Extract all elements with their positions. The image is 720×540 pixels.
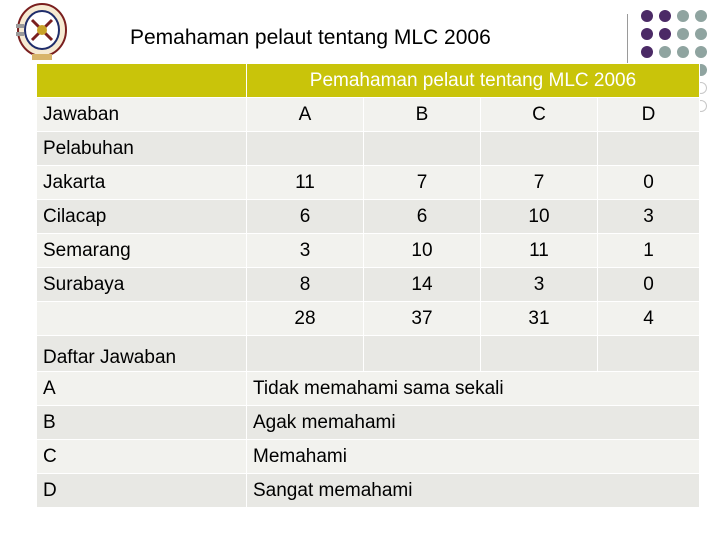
count-cell: 11 — [481, 234, 598, 268]
column-header: D — [598, 98, 700, 132]
legend-title: Daftar Jawaban — [37, 336, 247, 372]
title-divider — [627, 14, 628, 64]
count-cell: 3 — [247, 234, 364, 268]
empty-cell — [364, 336, 481, 372]
column-header: A — [247, 98, 364, 132]
dot — [677, 46, 689, 58]
totals-label-cell — [37, 302, 247, 336]
dot — [695, 28, 707, 40]
mlc-survey-table — [36, 63, 700, 508]
empty-cell — [364, 132, 481, 166]
legend-row — [37, 372, 700, 406]
legend-code: D — [37, 474, 247, 508]
legend-meaning: Sangat memahami — [247, 474, 700, 508]
legend-code: A — [37, 372, 247, 406]
count-cell: 3 — [598, 200, 700, 234]
dot — [641, 28, 653, 40]
row-label-header: Jawaban — [37, 98, 247, 132]
column-header: C — [481, 98, 598, 132]
count-cell: 8 — [247, 268, 364, 302]
dot — [677, 28, 689, 40]
dot — [659, 10, 671, 22]
legend-meaning: Tidak memahami sama sekali — [247, 372, 700, 406]
port-name: Jakarta — [37, 166, 247, 200]
dot — [695, 10, 707, 22]
total-cell: 31 — [481, 302, 598, 336]
totals-row — [37, 302, 700, 336]
count-cell: 7 — [364, 166, 481, 200]
empty-cell — [598, 132, 700, 166]
legend-code: C — [37, 440, 247, 474]
legend-meaning: Agak memahami — [247, 406, 700, 440]
table-row — [37, 234, 700, 268]
empty-cell — [247, 132, 364, 166]
count-cell: 1 — [598, 234, 700, 268]
count-cell: 3 — [481, 268, 598, 302]
legend-row — [37, 440, 700, 474]
total-cell: 4 — [598, 302, 700, 336]
legend-code: B — [37, 406, 247, 440]
table-row — [37, 268, 700, 302]
header-corner — [37, 64, 247, 98]
legend-row — [37, 474, 700, 508]
empty-cell — [481, 132, 598, 166]
group-header: Pemahaman pelaut tentang MLC 2006 — [247, 64, 700, 98]
dot — [659, 28, 671, 40]
dot — [641, 10, 653, 22]
port-name: Cilacap — [37, 200, 247, 234]
total-cell: 37 — [364, 302, 481, 336]
count-cell: 0 — [598, 166, 700, 200]
count-cell: 14 — [364, 268, 481, 302]
count-cell: 10 — [364, 234, 481, 268]
table-row — [37, 200, 700, 234]
empty-cell — [481, 336, 598, 372]
empty-cell — [247, 336, 364, 372]
port-name: Semarang — [37, 234, 247, 268]
count-cell: 6 — [364, 200, 481, 234]
count-cell: 10 — [481, 200, 598, 234]
legend-meaning: Memahami — [247, 440, 700, 474]
table-row — [37, 166, 700, 200]
institution-logo — [2, 0, 74, 66]
total-cell: 28 — [247, 302, 364, 336]
dot — [659, 46, 671, 58]
slide-title: Pemahaman pelaut tentang MLC 2006 — [130, 26, 491, 49]
dot — [695, 46, 707, 58]
legend-row — [37, 406, 700, 440]
count-cell: 11 — [247, 166, 364, 200]
count-cell: 0 — [598, 268, 700, 302]
dot — [641, 46, 653, 58]
count-cell: 7 — [481, 166, 598, 200]
port-name: Surabaya — [37, 268, 247, 302]
dot — [677, 10, 689, 22]
column-header: B — [364, 98, 481, 132]
count-cell: 6 — [247, 200, 364, 234]
section-label: Pelabuhan — [37, 132, 247, 166]
empty-cell — [598, 336, 700, 372]
